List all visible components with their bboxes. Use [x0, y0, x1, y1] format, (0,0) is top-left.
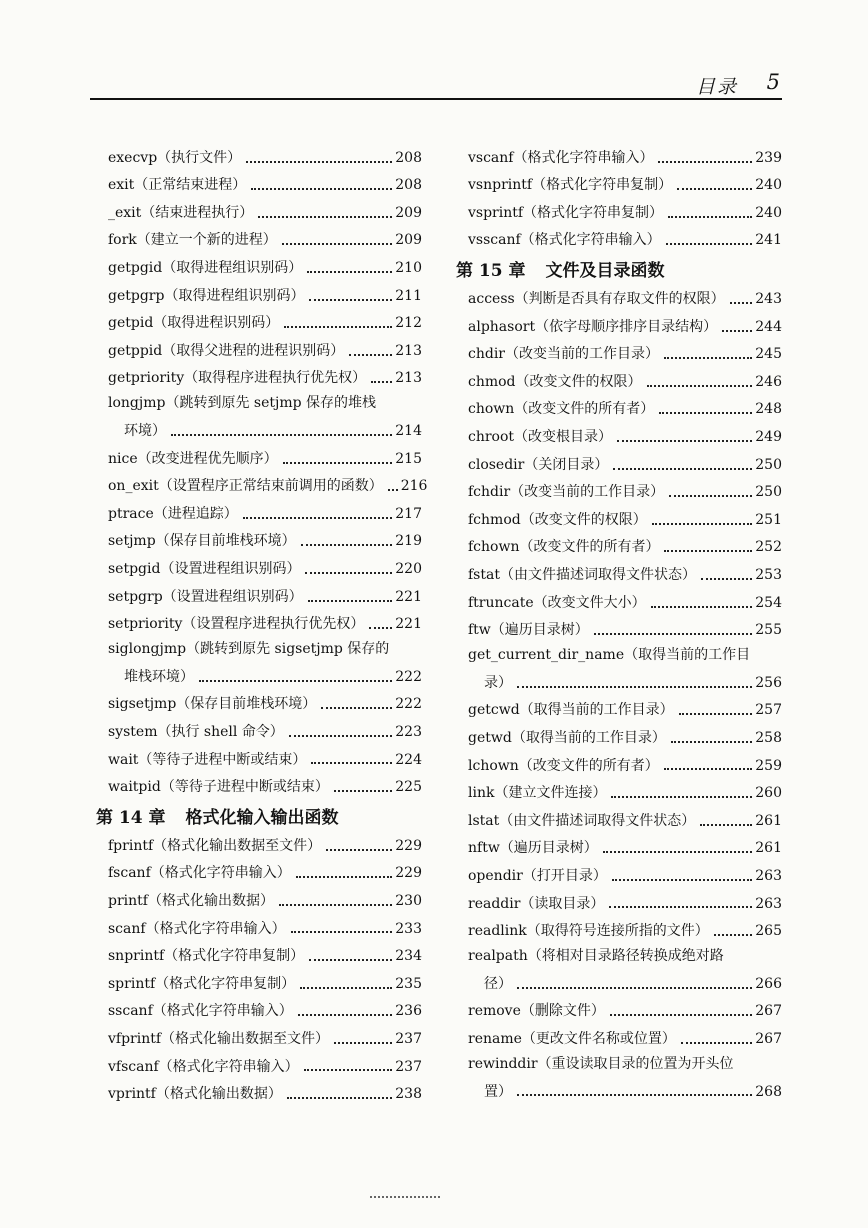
dot-leader [301, 544, 393, 546]
entry-page: 263 [755, 867, 782, 884]
toc-entry [456, 803, 782, 831]
entry-page: 263 [755, 895, 782, 912]
entry-page: 258 [755, 729, 782, 746]
entry-page: 225 [395, 779, 422, 796]
entry-title: fchmod（改变文件的权限） [468, 511, 647, 528]
chapter-number: 第 15 章 [456, 261, 526, 282]
dot-leader [311, 762, 392, 764]
toc-entry [456, 419, 782, 447]
entry-title: vscanf（格式化字符串输入） [468, 149, 654, 166]
entry-title: 径） [484, 975, 512, 992]
entry-page: 265 [755, 923, 782, 940]
entry-title: 录） [484, 674, 512, 691]
entry-title: rename（更改文件名称或位置） [468, 1030, 676, 1047]
entry-page: 248 [755, 401, 782, 418]
toc-entry [456, 665, 782, 693]
entry-title: fscanf（格式化字符串输入） [108, 865, 291, 882]
dot-leader [651, 606, 753, 608]
entry-title: readlink（取得符号连接所指的文件） [468, 923, 709, 940]
toc-entry [456, 913, 782, 941]
entry-title: access（判断是否具有存取文件的权限） [468, 291, 725, 308]
dot-leader [300, 987, 392, 989]
entry-page: 240 [755, 204, 782, 221]
toc-entry [96, 769, 422, 797]
toc-entry [456, 693, 782, 721]
entry-page: 252 [755, 539, 782, 556]
entry-title: nftw（遍历目录树） [468, 840, 598, 857]
entry-title: getpid（取得进程识别码） [108, 315, 280, 332]
toc-entry-first-line: rewinddir（重设读取目录的位置为开头位 [468, 1055, 734, 1072]
toc-entry [456, 309, 782, 337]
entry-page: 251 [755, 511, 782, 528]
entry-title: ftruncate（改变文件大小） [468, 594, 646, 611]
toc-right-column [456, 140, 782, 1101]
entry-page: 220 [395, 561, 422, 578]
dot-leader [517, 1094, 752, 1096]
dot-leader [334, 1042, 392, 1044]
entry-title: waitpid（等待子进程中断或结束） [108, 779, 329, 796]
toc-left-column [96, 140, 428, 1104]
dot-leader [681, 1042, 752, 1044]
entry-title: vsscanf（格式化字符串输入） [468, 232, 661, 249]
dot-leader [652, 523, 753, 525]
dot-leader [321, 707, 392, 709]
dot-leader [279, 904, 392, 906]
toc-entry [456, 392, 782, 420]
dot-leader [298, 1014, 393, 1016]
dot-leader [658, 161, 752, 163]
entry-title: setjmp（保存目前堆栈环境） [108, 533, 296, 550]
dot-leader [612, 879, 752, 881]
entry-page: 244 [755, 318, 782, 335]
dot-leader [199, 680, 392, 682]
dot-leader [669, 495, 752, 497]
toc-entry-first-line: siglongjmp（跳转到原先 sigsetjmp 保存的 [108, 641, 390, 658]
toc-entry [96, 496, 422, 524]
entry-title: vsprintf（格式化字符串复制） [468, 204, 664, 221]
toc-entry [96, 659, 422, 687]
entry-page: 257 [755, 702, 782, 719]
entry-title: ftw（遍历目录树） [468, 622, 589, 639]
toc-entry [456, 858, 782, 886]
entry-page: 233 [395, 920, 422, 937]
toc-entry [456, 775, 782, 803]
entry-page: 259 [755, 757, 782, 774]
entry-page: 266 [755, 975, 782, 992]
dot-leader [666, 243, 753, 245]
entry-page: 237 [395, 1058, 422, 1075]
entry-title: setpgrp（设置进程组识别码） [108, 588, 303, 605]
toc-entry [456, 168, 782, 196]
entry-page: 229 [395, 837, 422, 854]
toc-entry [456, 720, 782, 748]
toc-entry [96, 140, 422, 168]
dot-leader [603, 851, 752, 853]
toc-entry [96, 856, 422, 884]
entry-title: vfscanf（格式化字符串输入） [108, 1058, 299, 1075]
entry-title: getpriority（取得程序进程执行优先权） [108, 370, 367, 387]
toc-entry [456, 585, 782, 613]
dot-leader [296, 876, 393, 878]
entry-page: 253 [755, 567, 782, 584]
footer-mark [370, 1194, 440, 1198]
dot-leader [251, 188, 392, 190]
chapter-title: 文件及目录函数 [545, 261, 665, 282]
toc-entry [96, 911, 422, 939]
toc-entry [456, 966, 782, 994]
dot-leader [304, 1069, 393, 1071]
entry-title: chroot（改变根目录） [468, 429, 613, 446]
toc-entry [456, 831, 782, 859]
entry-page: 245 [755, 346, 782, 363]
toc-entry [96, 361, 422, 389]
toc-entry [456, 364, 782, 392]
chapter-heading [456, 250, 782, 281]
dot-leader [647, 385, 753, 387]
dot-leader [664, 768, 753, 770]
entry-title: sprintf（格式化字符串复制） [108, 975, 296, 992]
toc-entry [96, 306, 422, 334]
entry-page: 213 [395, 342, 422, 359]
entry-page: 255 [755, 622, 782, 639]
entry-title: opendir（打开目录） [468, 867, 607, 884]
toc-entry [456, 1074, 782, 1102]
entry-page: 250 [755, 456, 782, 473]
entry-page: 230 [395, 892, 422, 909]
toc-entry [96, 828, 422, 856]
entry-title: setpgid（设置进程组识别码） [108, 561, 301, 578]
dot-leader [369, 627, 392, 629]
toc-entry [96, 687, 422, 715]
entry-page: 261 [755, 840, 782, 857]
entry-title: sigsetjmp（保存目前堆栈环境） [108, 696, 317, 713]
entry-title: 环境） [124, 423, 166, 440]
entry-page: 235 [395, 975, 422, 992]
entry-title: fprintf（格式化输出数据至文件） [108, 837, 322, 854]
dot-leader [307, 271, 392, 273]
entry-page: 217 [395, 505, 422, 522]
entry-page: 260 [755, 785, 782, 802]
dot-leader [171, 434, 392, 436]
dot-leader [334, 790, 392, 792]
toc-entry [456, 337, 782, 365]
dot-leader [388, 489, 398, 491]
entry-page: 208 [395, 177, 422, 194]
entry-title: fork（建立一个新的进程） [108, 232, 277, 249]
dot-leader [326, 849, 392, 851]
dot-leader [722, 330, 752, 332]
header-title: 目录 [695, 76, 738, 98]
toc-entry [96, 441, 422, 469]
entry-page: 238 [395, 1086, 422, 1103]
toc-entry-first-line: realpath（将相对目录路径转换成绝对路 [468, 948, 724, 965]
entry-page: 224 [395, 751, 422, 768]
dot-leader [308, 600, 393, 602]
toc-entry [456, 281, 782, 309]
toc-entry [456, 557, 782, 585]
entry-title: fchown（改变文件的所有者） [468, 539, 660, 556]
entry-title: ptrace（进程追踪） [108, 505, 238, 522]
dot-leader [679, 713, 753, 715]
entry-title: vfprintf（格式化输出数据至文件） [108, 1030, 330, 1047]
dot-leader [664, 550, 752, 552]
toc-entry [456, 223, 782, 251]
entry-title: _exit（结束进程执行） [108, 204, 254, 221]
entry-page: 208 [395, 149, 422, 166]
dot-leader [305, 572, 392, 574]
entry-page: 267 [755, 1003, 782, 1020]
entry-title: fstat（由文件描述词取得文件状态） [468, 567, 696, 584]
toc-entry [96, 413, 422, 441]
entry-page: 209 [395, 232, 422, 249]
entry-page: 222 [395, 696, 422, 713]
toc-entry [96, 714, 422, 742]
toc-entry [96, 883, 422, 911]
entry-title: exit（正常结束进程） [108, 177, 247, 194]
entry-title: chown（改变文件的所有者） [468, 401, 655, 418]
entry-page: 214 [395, 423, 422, 440]
toc-entry [456, 502, 782, 530]
entry-page: 219 [395, 533, 422, 550]
entry-page: 243 [755, 291, 782, 308]
chapter-heading [96, 797, 422, 828]
entry-page: 221 [395, 616, 422, 633]
entry-title: lstat（由文件描述词取得文件状态） [468, 812, 696, 829]
dot-leader [349, 354, 392, 356]
entry-page: 237 [395, 1030, 422, 1047]
toc-entry [96, 223, 422, 251]
entry-title: getppid（取得父进程的进程识别码） [108, 342, 345, 359]
toc-entry [456, 994, 782, 1022]
entry-title: chmod（改变文件的权限） [468, 373, 642, 390]
dot-leader [611, 796, 752, 798]
entry-title: getpgid（取得进程组识别码） [108, 260, 303, 277]
toc-entry [96, 607, 422, 635]
entry-page: 229 [395, 865, 422, 882]
entry-page: 241 [755, 232, 782, 249]
entry-title: vsnprintf（格式化字符串复制） [468, 177, 673, 194]
toc-entry [96, 1021, 422, 1049]
dot-leader [243, 517, 393, 519]
entry-page: 261 [755, 812, 782, 829]
dot-leader [714, 934, 753, 936]
entry-title: on_exit（设置程序正常结束前调用的函数） [108, 478, 383, 495]
entry-title: lchown（改变文件的所有者） [468, 757, 659, 774]
entry-page: 215 [395, 450, 422, 467]
toc-entry [456, 1021, 782, 1049]
entry-title: getcwd（取得当前的工作目录） [468, 702, 674, 719]
dot-leader [617, 440, 752, 442]
page-number: 5 [766, 70, 780, 94]
dot-leader [517, 686, 752, 688]
dot-leader [287, 1097, 392, 1099]
entry-page: 210 [395, 260, 422, 277]
toc-entry [456, 195, 782, 223]
toc-entry [96, 278, 422, 306]
entry-title: chdir（改变当前的工作目录） [468, 346, 659, 363]
entry-page: 221 [395, 588, 422, 605]
dot-leader [700, 824, 752, 826]
dot-leader [677, 188, 752, 190]
entry-page: 234 [395, 948, 422, 965]
entry-title: scanf（格式化字符串输入） [108, 920, 286, 937]
toc-entry [456, 475, 782, 503]
dot-leader [664, 357, 752, 359]
dot-leader [283, 462, 393, 464]
entry-title: closedir（关闭目录） [468, 456, 609, 473]
toc-entry [96, 250, 422, 278]
toc-entry [96, 469, 428, 497]
toc-entry [96, 1076, 422, 1104]
chapter-number: 第 14 章 [96, 808, 166, 829]
dot-leader [610, 1014, 752, 1016]
entry-title: vprintf（格式化输出数据） [108, 1086, 282, 1103]
running-header [90, 70, 782, 100]
dot-leader [309, 299, 392, 301]
entry-title: fchdir（改变当前的工作目录） [468, 484, 665, 501]
entry-title: link（建立文件连接） [468, 785, 607, 802]
entry-page: 236 [395, 1003, 422, 1020]
toc-entry [456, 748, 782, 776]
dot-leader [701, 578, 752, 580]
entry-page: 209 [395, 204, 422, 221]
entry-title: alphasort（依字母顺序排序目录结构） [468, 318, 718, 335]
dot-leader [609, 906, 752, 908]
entry-page: 216 [400, 478, 428, 495]
entry-page: 222 [395, 668, 422, 685]
dot-leader [291, 931, 393, 933]
toc-entry [96, 1049, 422, 1077]
entry-title: getwd（取得当前的工作目录） [468, 729, 666, 746]
toc-entry [96, 524, 422, 552]
entry-title: snprintf（格式化字符串复制） [108, 948, 305, 965]
dot-leader [730, 302, 753, 304]
dot-leader [371, 381, 392, 383]
toc-entry [456, 140, 782, 168]
entry-title: execvp（执行文件） [108, 149, 242, 166]
dot-leader [309, 959, 392, 961]
toc-entry [456, 447, 782, 475]
toc-entry [456, 530, 782, 558]
entry-page: 212 [395, 315, 422, 332]
dot-leader [594, 633, 752, 635]
entry-title: printf（格式化输出数据） [108, 892, 274, 909]
toc-entry [96, 994, 422, 1022]
toc-entry [96, 195, 422, 223]
toc-entry-first-line: longjmp（跳转到原先 setjmp 保存的堆栈 [108, 395, 377, 412]
entry-page: 239 [755, 149, 782, 166]
entry-page: 268 [755, 1083, 782, 1100]
entry-title: nice（改变进程优先顺序） [108, 450, 278, 467]
entry-title: sscanf（格式化字符串输入） [108, 1003, 293, 1020]
entry-page: 223 [395, 723, 422, 740]
entry-title: remove（删除文件） [468, 1003, 605, 1020]
entry-page: 254 [755, 594, 782, 611]
toc-entry [96, 551, 422, 579]
dot-leader [258, 216, 392, 218]
dot-leader [289, 735, 392, 737]
entry-title: 堆栈环境） [124, 668, 194, 685]
dot-leader [668, 216, 752, 218]
dot-leader [671, 741, 752, 743]
dot-leader [517, 987, 752, 989]
toc-entry [96, 966, 422, 994]
entry-page: 211 [395, 287, 422, 304]
toc-entry [96, 742, 422, 770]
toc-entry [96, 333, 422, 361]
entry-title: readdir（读取目录） [468, 895, 605, 912]
entry-title: setpriority（设置程序进程执行优先权） [108, 616, 365, 633]
toc-entry [96, 168, 422, 196]
entry-title: system（执行 shell 命令） [108, 723, 284, 740]
entry-page: 256 [755, 674, 782, 691]
entry-page: 246 [755, 373, 782, 390]
toc-entry [96, 938, 422, 966]
dot-leader [284, 326, 392, 328]
entry-title: getpgrp（取得进程组识别码） [108, 287, 305, 304]
entry-title: wait（等待子进程中断或结束） [108, 751, 307, 768]
entry-page: 213 [395, 370, 422, 387]
toc-entry [456, 613, 782, 641]
entry-page: 267 [755, 1030, 782, 1047]
entry-page: 240 [755, 177, 782, 194]
entry-page: 250 [755, 484, 782, 501]
dot-leader [659, 412, 752, 414]
dot-leader [246, 161, 392, 163]
chapter-title: 格式化输入输出函数 [185, 808, 339, 829]
toc-entry [456, 886, 782, 914]
toc-entry-first-line: get_current_dir_name（取得当前的工作目 [468, 647, 751, 664]
entry-title: 置） [484, 1083, 512, 1100]
toc-entry [96, 579, 422, 607]
dot-leader [613, 468, 752, 470]
dot-leader [282, 243, 392, 245]
entry-page: 249 [755, 429, 782, 446]
